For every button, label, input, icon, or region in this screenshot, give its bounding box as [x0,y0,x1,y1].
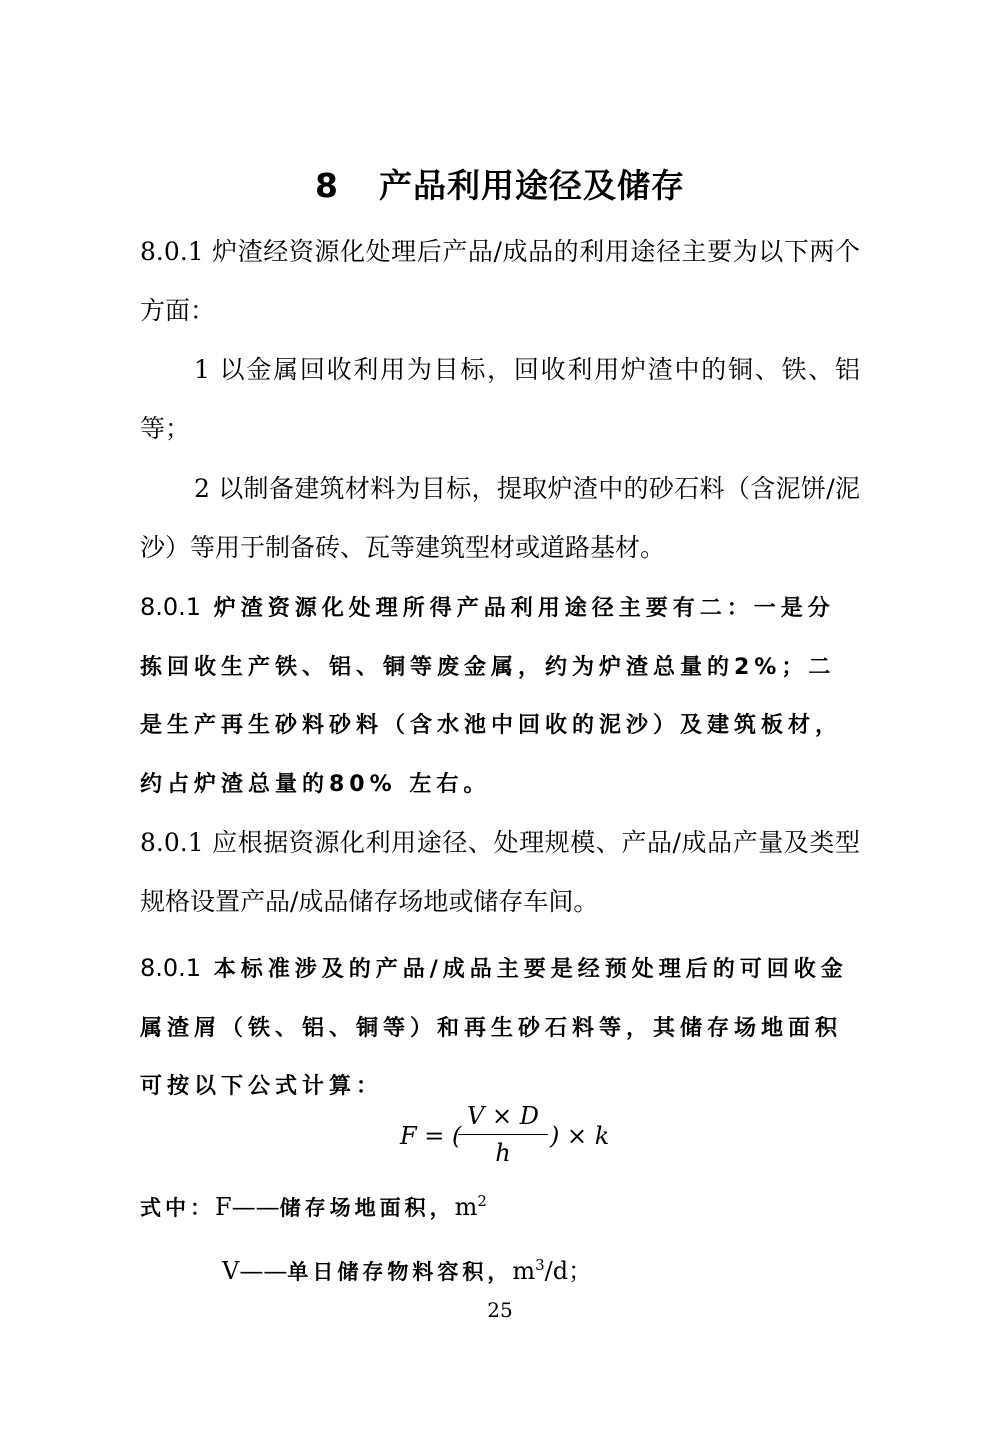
formula-rhs: ) × k [550,1122,610,1150]
page-number: 25 [487,1298,513,1322]
handwritten-clause-2-number: 8.0.1 [140,954,202,982]
definition-f-unit: m [454,1193,478,1221]
definition-v [222,1251,592,1286]
clause-8-0-1-intro: 8.0.1 炉渣经资源化处理后产品/成品的利用途径主要为以下两个方面： [140,237,860,325]
definition-f-symbol: F—— [215,1193,280,1221]
formula-numerator: V × D [467,1102,539,1130]
handwritten-clause-1-number: 8.0.1 [140,593,202,621]
definition-v-text: 单日储存物料容积， [287,1260,513,1284]
definition-f-text: 储存场地面积， [279,1196,455,1220]
definition-v-unit-tail: /d； [544,1257,593,1285]
definition-v-symbol: V—— [222,1257,288,1285]
section-title-text: 产品利用途径及储存 [378,166,685,205]
handwritten-clause-2 [140,939,860,1117]
handwritten-clause-1 [140,578,860,814]
handwritten-clause-1-text: 炉渣资源化处理所得产品利用途径主要有二：一是分拣回收生产铁、铝、铜等废金属，约为炉渣总量的2%；二是生产再生砂料砂料（含水池中回收的泥沙）及建筑板材，约占炉渣总量的80% 左右。 [140,596,843,797]
section-number: 8 [315,166,339,205]
formula-lhs: F = ( [400,1122,462,1150]
definition-f [140,1192,487,1222]
formula-fraction [458,1098,548,1171]
clause-8-0-1-storage: 8.0.1 应根据资源化利用途径、处理规模、产品/成品产量及类型规格设置产品/成品储存场地或储存车间。 [140,828,860,916]
list-item-1: 1 以金属回收利用为目标，回收利用炉渣中的铜、铁、铝等； [140,355,860,443]
definition-v-unit-superscript: 3 [535,1256,545,1274]
handwritten-clause-2-text: 本标准涉及的产品/成品主要是经预处理后的可回收金属渣屑（铁、铝、铜等）和再生砂石料等，其储存场地面积可按以下公式计算： [140,957,848,1099]
definitions-prefix: 式中： [140,1196,215,1220]
definition-f-unit-superscript: 2 [477,1192,487,1210]
list-item-2: 2 以制备建筑材料为目标，提取炉渣中的砂石料（含泥饼/泥沙）等用于制备砖、瓦等建筑型材或道路基材。 [140,474,860,562]
formula-denominator: h [495,1139,511,1167]
definition-v-unit: m [512,1257,536,1285]
section-title [0,160,1000,207]
